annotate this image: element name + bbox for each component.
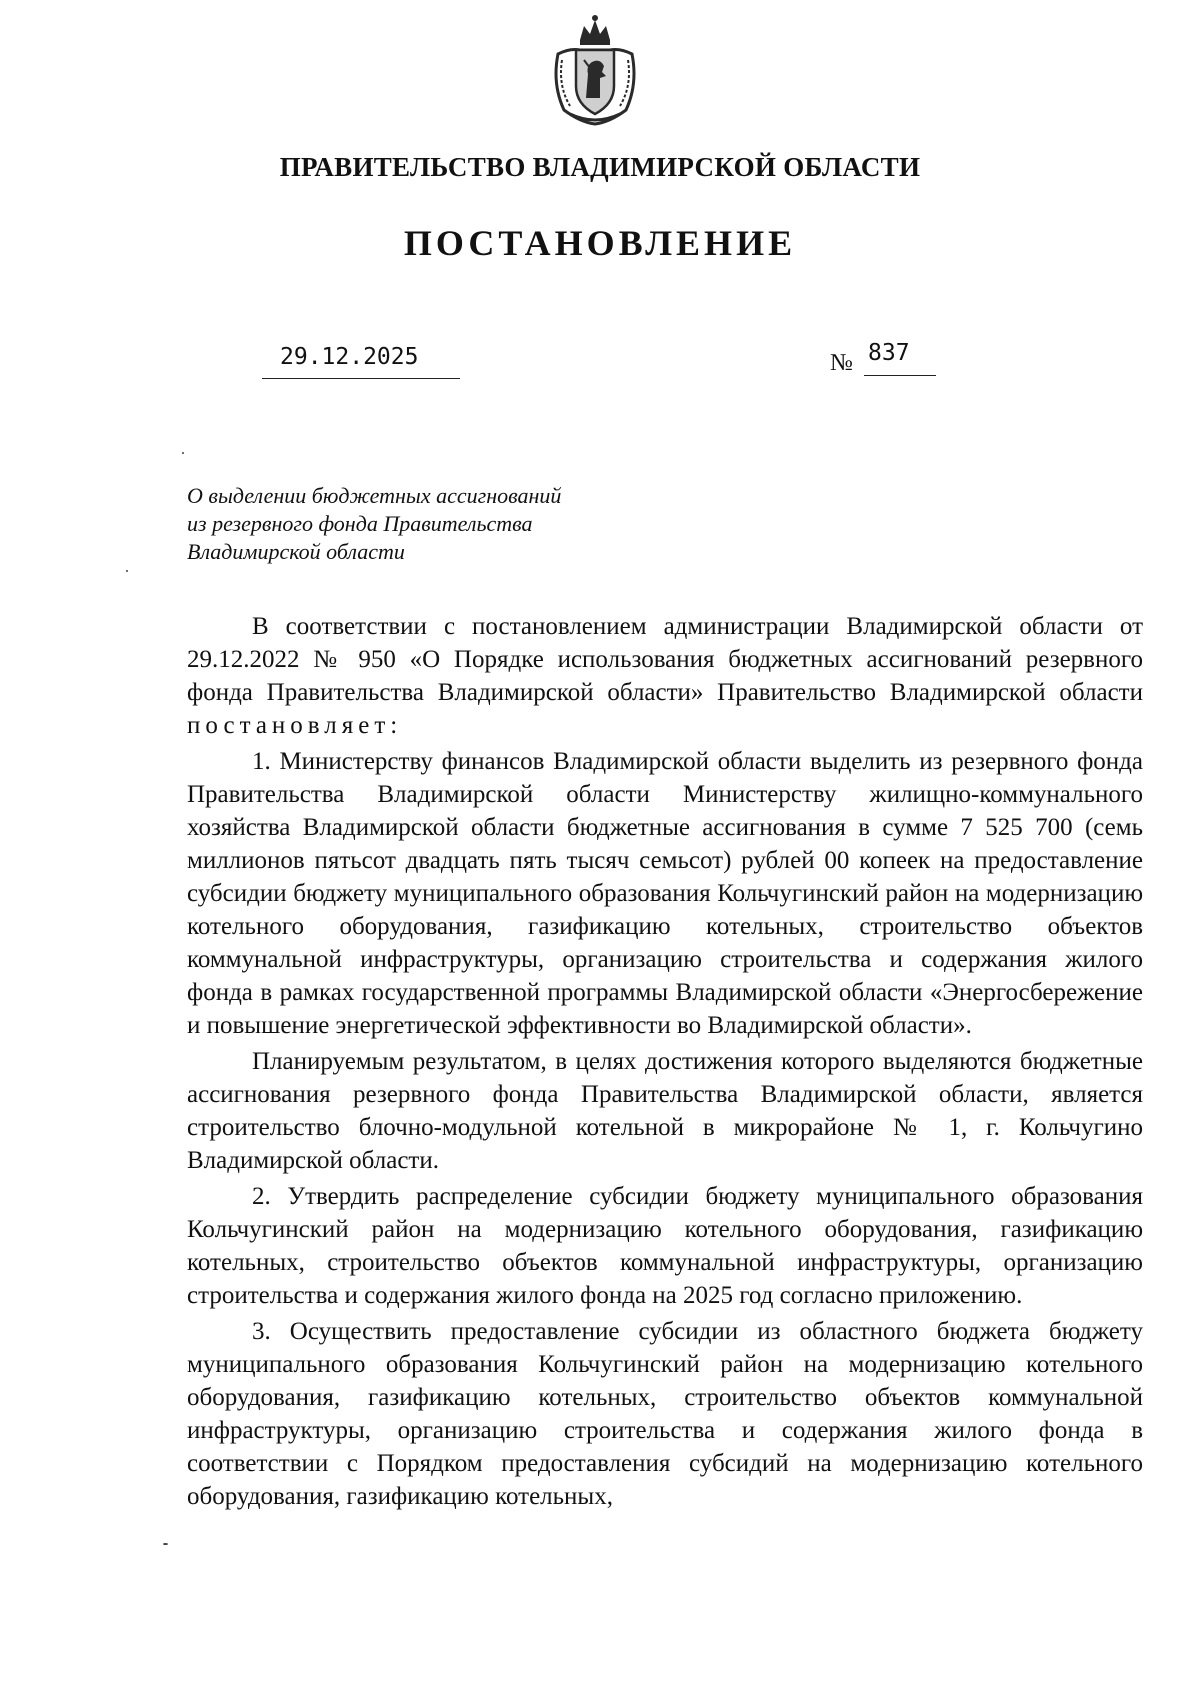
subject-line: Владимирской области [187, 539, 405, 564]
number-field [830, 340, 936, 378]
subject-line: О выделении бюджетных ассигнований [187, 483, 562, 508]
organization-title: ПРАВИТЕЛЬСТВО ВЛАДИМИРСКОЙ ОБЛАСТИ [279, 152, 921, 182]
scan-speck [126, 570, 128, 572]
scan-speck [182, 452, 184, 454]
document-subject [187, 482, 612, 566]
number-sign: № [830, 350, 853, 376]
paragraph-text: В соответствии с постановлением администрации Владимирской области от 29.12.2022 № 950 «О Порядке использования бюджетных ассигнований резервного фонда Правительства Владимирской области» Правительство Владимирской области [187, 613, 1143, 706]
body-paragraph: 3. Осуществить предоставление субсидии из областного бюджета бюджету муниципального образования Кольчугинский район на модернизацию котельного оборудования, газификацию котельных, строительство объектов коммунальной инфраструктуры, организацию строительства и содержания жилого фонда в соответствии с Порядком предоставления субсидий на модернизацию котельного оборудования, газификацию котельных, [187, 1318, 1143, 1510]
body-paragraph [187, 610, 1143, 742]
body-paragraph: 2. Утвердить распределение субсидии бюджету муниципального образования Кольчугинский район на модернизацию котельного оборудования, газификацию котельных, строительство объектов коммунальной инфраструктуры, организацию строительства и содержания жилого фонда на 2025 год согласно приложению. [187, 1183, 1143, 1309]
document-date: 29.12.2025 [280, 344, 419, 370]
document-number: 837 [864, 340, 936, 376]
coat-of-arms-icon [550, 14, 640, 126]
scan-speck [163, 1543, 168, 1545]
decree-verb: постановляет: [187, 712, 403, 739]
document-body [187, 610, 1143, 1516]
body-paragraph: Планируемым результатом, в целях достижения которого выделяются бюджетные ассигнования резервного фонда Правительства Владимирской области, является строительство блочно-модульной котельной в микрорайоне № 1, г. Кольчугино Владимирской области. [187, 1048, 1143, 1174]
body-paragraph: 1. Министерству финансов Владимирской области выделить из резервного фонда Правительства Владимирской области Министерству жилищно-коммунального хозяйства Владимирской области бюджетные ассигнования в сумме 7 525 700 (семь миллионов пятьсот двадцать пять тысяч семьсот) рублей 00 копеек на предоставление субсидии бюджету муниципального образования Кольчугинский район на модернизацию котельного оборудования, газификацию котельных, строительство объектов коммунальной инфраструктуры, организацию строительства и содержания жилого фонда в рамках государственной программы Владимирской области «Энергосбережение и повышение энергетической эффективности во Владимирской области». [187, 748, 1143, 1039]
subject-line: из резервного фонда Правительства [187, 511, 533, 536]
document-type-title: ПОСТАНОВЛЕНИЕ [403, 223, 797, 263]
date-field [262, 344, 460, 379]
